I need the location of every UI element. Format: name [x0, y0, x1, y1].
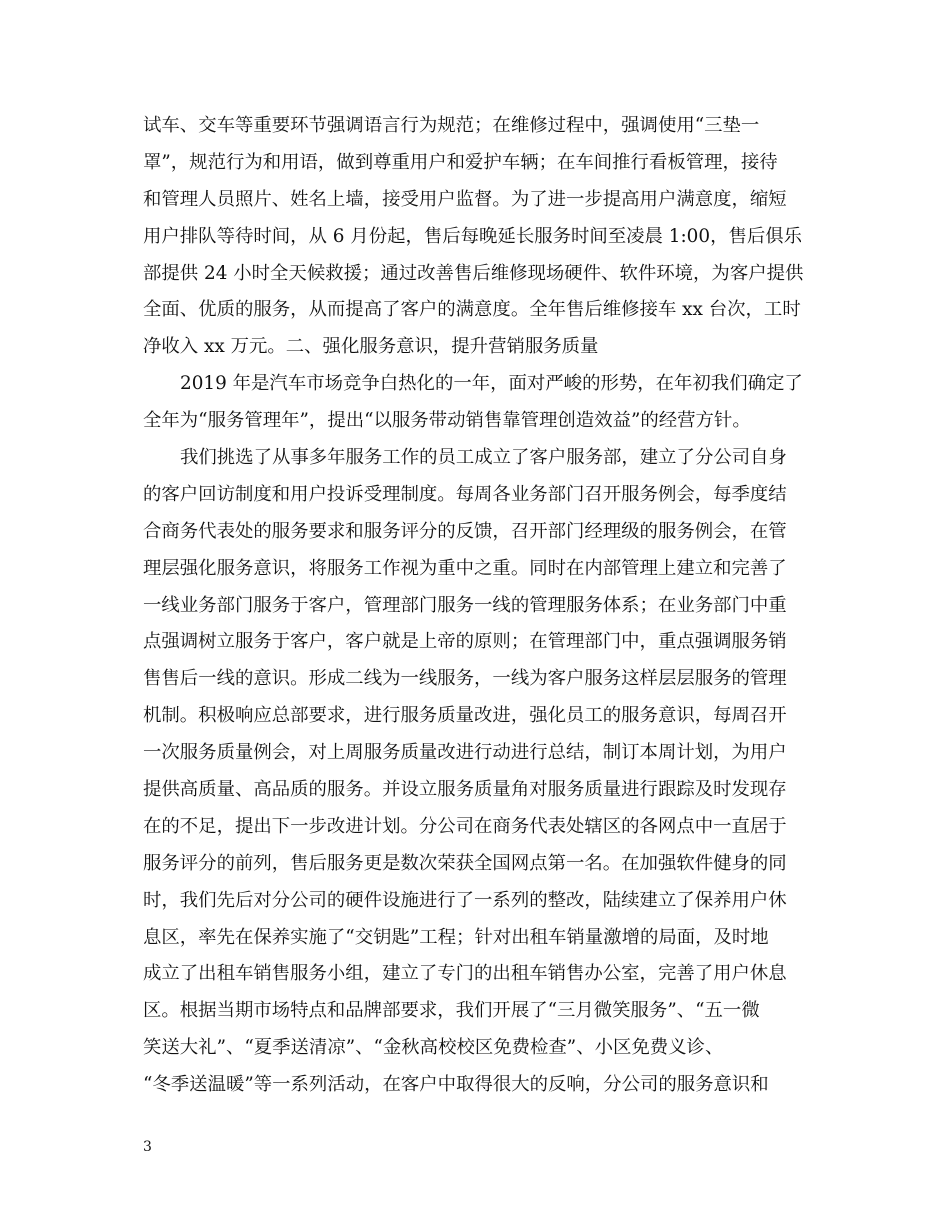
text-line: 一次服务质量例会，对上周服务质量改进行动进行总结，制订本周计划，为用户: [143, 742, 787, 764]
page-number: 3: [143, 1139, 152, 1155]
text-line: 全年为“服务管理年”，提出“以服务带动销售靠管理创造效益”的经营方针。: [143, 410, 751, 432]
text-line: 用户排队等待时间，从 6 月份起，售后每晚延长服务时间至凌晨 1:00，售后俱乐: [143, 225, 803, 247]
text-line: 2019 年是汽车市场竞争白热化的一年，面对严峻的形势，在年初我们确定了: [180, 373, 803, 395]
text-line: 机制。积极响应总部要求，进行服务质量改进，强化员工的服务意识，每周召开: [143, 705, 787, 727]
paragraph: [143, 108, 813, 366]
text-line: 我们挑选了从事多年服务工作的员工成立了客户服务部，建立了分公司自身: [180, 447, 787, 469]
text-line: “冬季送温暖”等一系列活动，在客户中取得很大的反响，分公司的服务意识和: [143, 1074, 769, 1096]
text-line: 试车、交车等重要环节强调语言行为规范；在维修过程中，强调使用“三垫一: [143, 115, 760, 136]
text-line: 合商务代表处的服务要求和服务评分的反馈，召开部门经理级的服务例会，在管: [143, 520, 787, 542]
text-line: 理层强化服务意识，将服务工作视为重中之重。同时在内部管理上建立和完善了: [143, 557, 787, 579]
text-line: 点强调树立服务于客户，客户就是上帝的原则；在管理部门中，重点强调服务销: [143, 631, 787, 653]
paragraph: [143, 440, 813, 1104]
text-line: 一线业务部门服务于客户，管理部门服务一线的管理服务体系；在业务部门中重: [143, 594, 787, 616]
text-line: 在的不足，提出下一步改进计划。分公司在商务代表处辖区的各网点中一直居于: [143, 815, 787, 837]
text-line: 售售后一线的意识。形成二线为一线服务，一线为客户服务这样层层服务的管理: [143, 668, 787, 690]
text-line: 的客户回访制度和用户投诉受理制度。每周各业务部门召开服务例会，每季度结: [143, 483, 787, 505]
text-line: 笑送大礼”、“夏季送清凉”、“金秋高校校区免费检查”、小区免费义诊、: [143, 1037, 724, 1059]
text-line: 时，我们先后对分公司的硬件设施进行了一系列的整改，陆续建立了保养用户休: [143, 889, 787, 911]
text-line: 部提供 24 小时全天候救援；通过改善售后维修现场硬件、软件环境，为客户提供: [143, 262, 804, 284]
text-line: 提供高质量、高品质的服务。并设立服务质量角对服务质量进行跟踪及时发现存: [143, 779, 787, 801]
text-line: 净收入 xx 万元。二、强化服务意识，提升营销服务质量: [143, 336, 599, 358]
text-line: 全面、优质的服务，从而提高了客户的满意度。全年售后维修接车 xx 台次，工时: [143, 299, 801, 321]
paragraph: [143, 366, 813, 440]
text-line: 服务评分的前列，售后服务更是数次荣获全国网点第一名。在加强软件健身的同: [143, 852, 787, 874]
body-text: [143, 108, 813, 1104]
text-line: 罩”，规范行为和用语，做到尊重用户和爱护车辆；在车间推行看板管理，接待: [143, 151, 778, 173]
text-line: 和管理人员照片、姓名上墙，接受用户监督。为了进一步提高用户满意度，缩短: [143, 188, 787, 210]
text-line: 息区，率先在保养实施了“交钥匙”工程；针对出租车销量激增的局面，及时地: [143, 926, 769, 948]
text-line: 区。根据当期市场特点和品牌部要求，我们开展了“三月微笑服务”、“五一微: [143, 1000, 760, 1022]
text-line: 成立了出租车销售服务小组，建立了专门的出租车销售办公室，完善了用户休息: [143, 963, 787, 985]
